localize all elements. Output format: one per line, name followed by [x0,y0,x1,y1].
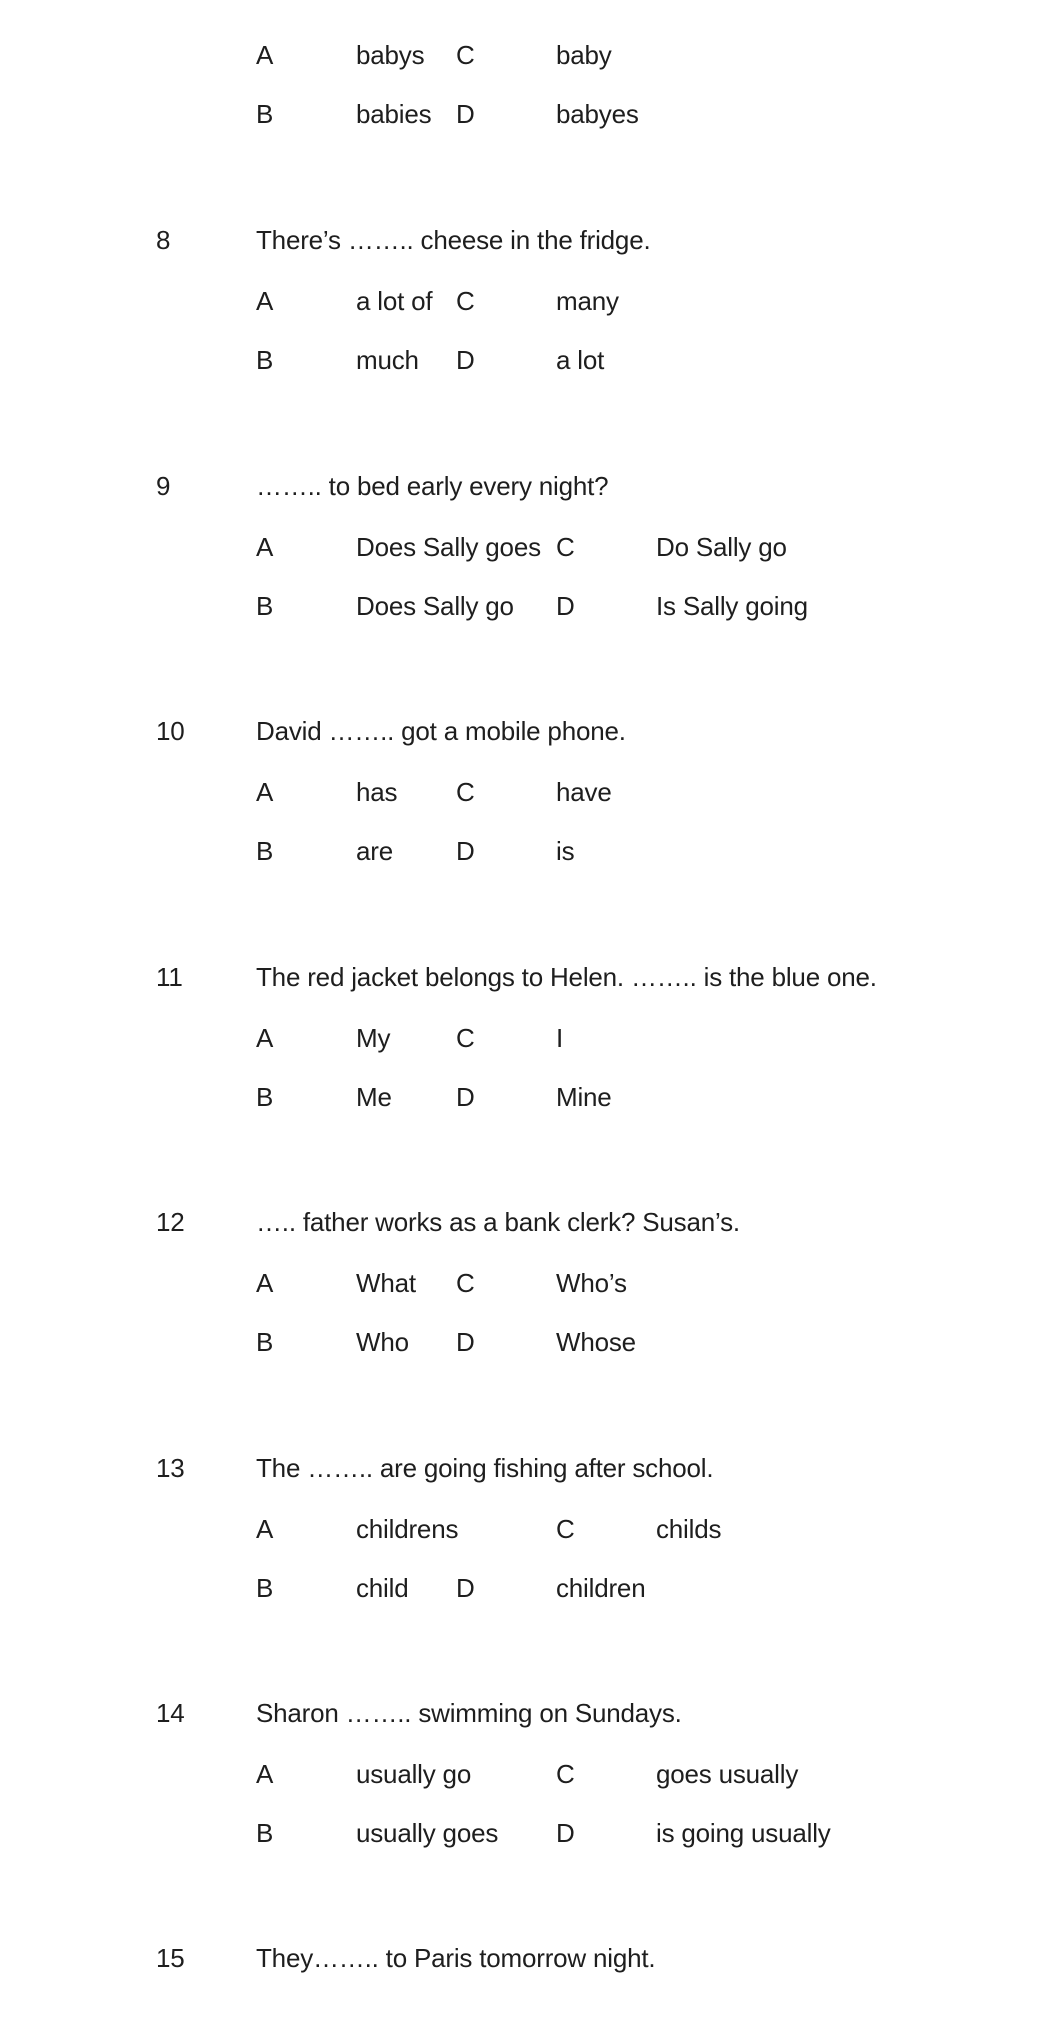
question-11-number: 11 [156,962,183,992]
q9-option-a-text: Does Sally goes [356,532,541,562]
q10-option-b-letter: B [256,836,274,866]
q14-option-c-text: goes usually [656,1759,799,1789]
question-15-text: They…….. to Paris tomorrow night. [256,1943,656,1973]
q8-option-d-letter: D [456,345,475,375]
q10-option-a-text: has [356,777,398,807]
q14-option-a-text: usually go [356,1759,472,1789]
q7-option-b-letter: B [256,99,274,129]
q7-option-d-text: babyes [556,99,639,129]
q8-option-a-text: a lot of [356,286,433,316]
q10-option-d-text: is [556,836,575,866]
q12-option-b-text: Who [356,1327,409,1357]
q12-option-d-letter: D [456,1327,475,1357]
q8-option-b-letter: B [256,345,274,375]
q9-option-b-letter: B [256,591,274,621]
q11-option-b-letter: B [256,1082,274,1112]
q13-option-d-letter: D [456,1573,475,1603]
q14-option-b-text: usually goes [356,1818,499,1848]
q14-option-b-letter: B [256,1818,274,1848]
question-15-number: 15 [156,1943,185,1973]
q13-option-b-letter: B [256,1573,274,1603]
q12-option-c-letter: C [456,1268,475,1298]
q8-option-c-text: many [556,286,619,316]
q10-option-d-letter: D [456,836,475,866]
q7-option-a-letter: A [256,40,274,70]
q9-option-d-text: Is Sally going [656,591,808,621]
q8-option-b-text: much [356,345,419,375]
q12-option-d-text: Whose [556,1327,636,1357]
question-14-number: 14 [156,1698,185,1728]
q13-option-a-letter: A [256,1514,274,1544]
q14-option-c-letter: C [556,1759,575,1789]
q11-option-c-letter: C [456,1023,475,1053]
q13-option-b-text: child [356,1573,409,1603]
q8-option-c-letter: C [456,286,475,316]
q12-option-a-letter: A [256,1268,274,1298]
q9-option-b-text: Does Sally go [356,591,514,621]
q11-option-a-letter: A [256,1023,274,1053]
question-12-number: 12 [156,1207,185,1237]
q14-option-d-letter: D [556,1818,575,1848]
question-8-number: 8 [156,225,171,255]
question-11-text: The red jacket belongs to Helen. …….. is the blue one. [256,962,877,992]
q8-option-a-letter: A [256,286,274,316]
q10-option-c-text: have [556,777,612,807]
q7-option-c-text: baby [556,40,612,70]
q14-option-d-text: is going usually [656,1818,831,1848]
q12-option-a-text: What [356,1268,416,1298]
q11-option-d-text: Mine [556,1082,612,1112]
q7-option-d-letter: D [456,99,475,129]
q9-option-c-text: Do Sally go [656,532,787,562]
q13-option-c-text: childs [656,1514,722,1544]
q7-option-a-text: babys [356,40,425,70]
question-13-text: The …….. are going fishing after school. [256,1453,714,1483]
q13-option-a-text: childrens [356,1514,459,1544]
q11-option-d-letter: D [456,1082,475,1112]
q11-option-c-text: I [556,1023,564,1053]
question-8-text: There’s …….. cheese in the fridge. [256,225,651,255]
question-14-text: Sharon …….. swimming on Sundays. [256,1698,682,1728]
q14-option-a-letter: A [256,1759,274,1789]
q9-option-a-letter: A [256,532,274,562]
q13-option-c-letter: C [556,1514,575,1544]
question-10-number: 10 [156,716,185,746]
q11-option-a-text: My [356,1023,391,1053]
q11-option-b-text: Me [356,1082,392,1112]
q10-option-c-letter: C [456,777,475,807]
question-9-number: 9 [156,471,171,501]
q10-option-b-text: are [356,836,393,866]
q12-option-c-text: Who’s [556,1268,627,1298]
q7-option-b-text: babies [356,99,432,129]
q13-option-d-text: children [556,1573,646,1603]
question-10-text: David …….. got a mobile phone. [256,716,626,746]
q10-option-a-letter: A [256,777,274,807]
question-12-text: ….. father works as a bank clerk? Susan’s. [256,1207,740,1237]
q9-option-c-letter: C [556,532,575,562]
q9-option-d-letter: D [556,591,575,621]
question-13-number: 13 [156,1453,185,1483]
q7-option-c-letter: C [456,40,475,70]
q8-option-d-text: a lot [556,345,605,375]
q12-option-b-letter: B [256,1327,274,1357]
question-9-text: …….. to bed early every night? [256,471,609,501]
